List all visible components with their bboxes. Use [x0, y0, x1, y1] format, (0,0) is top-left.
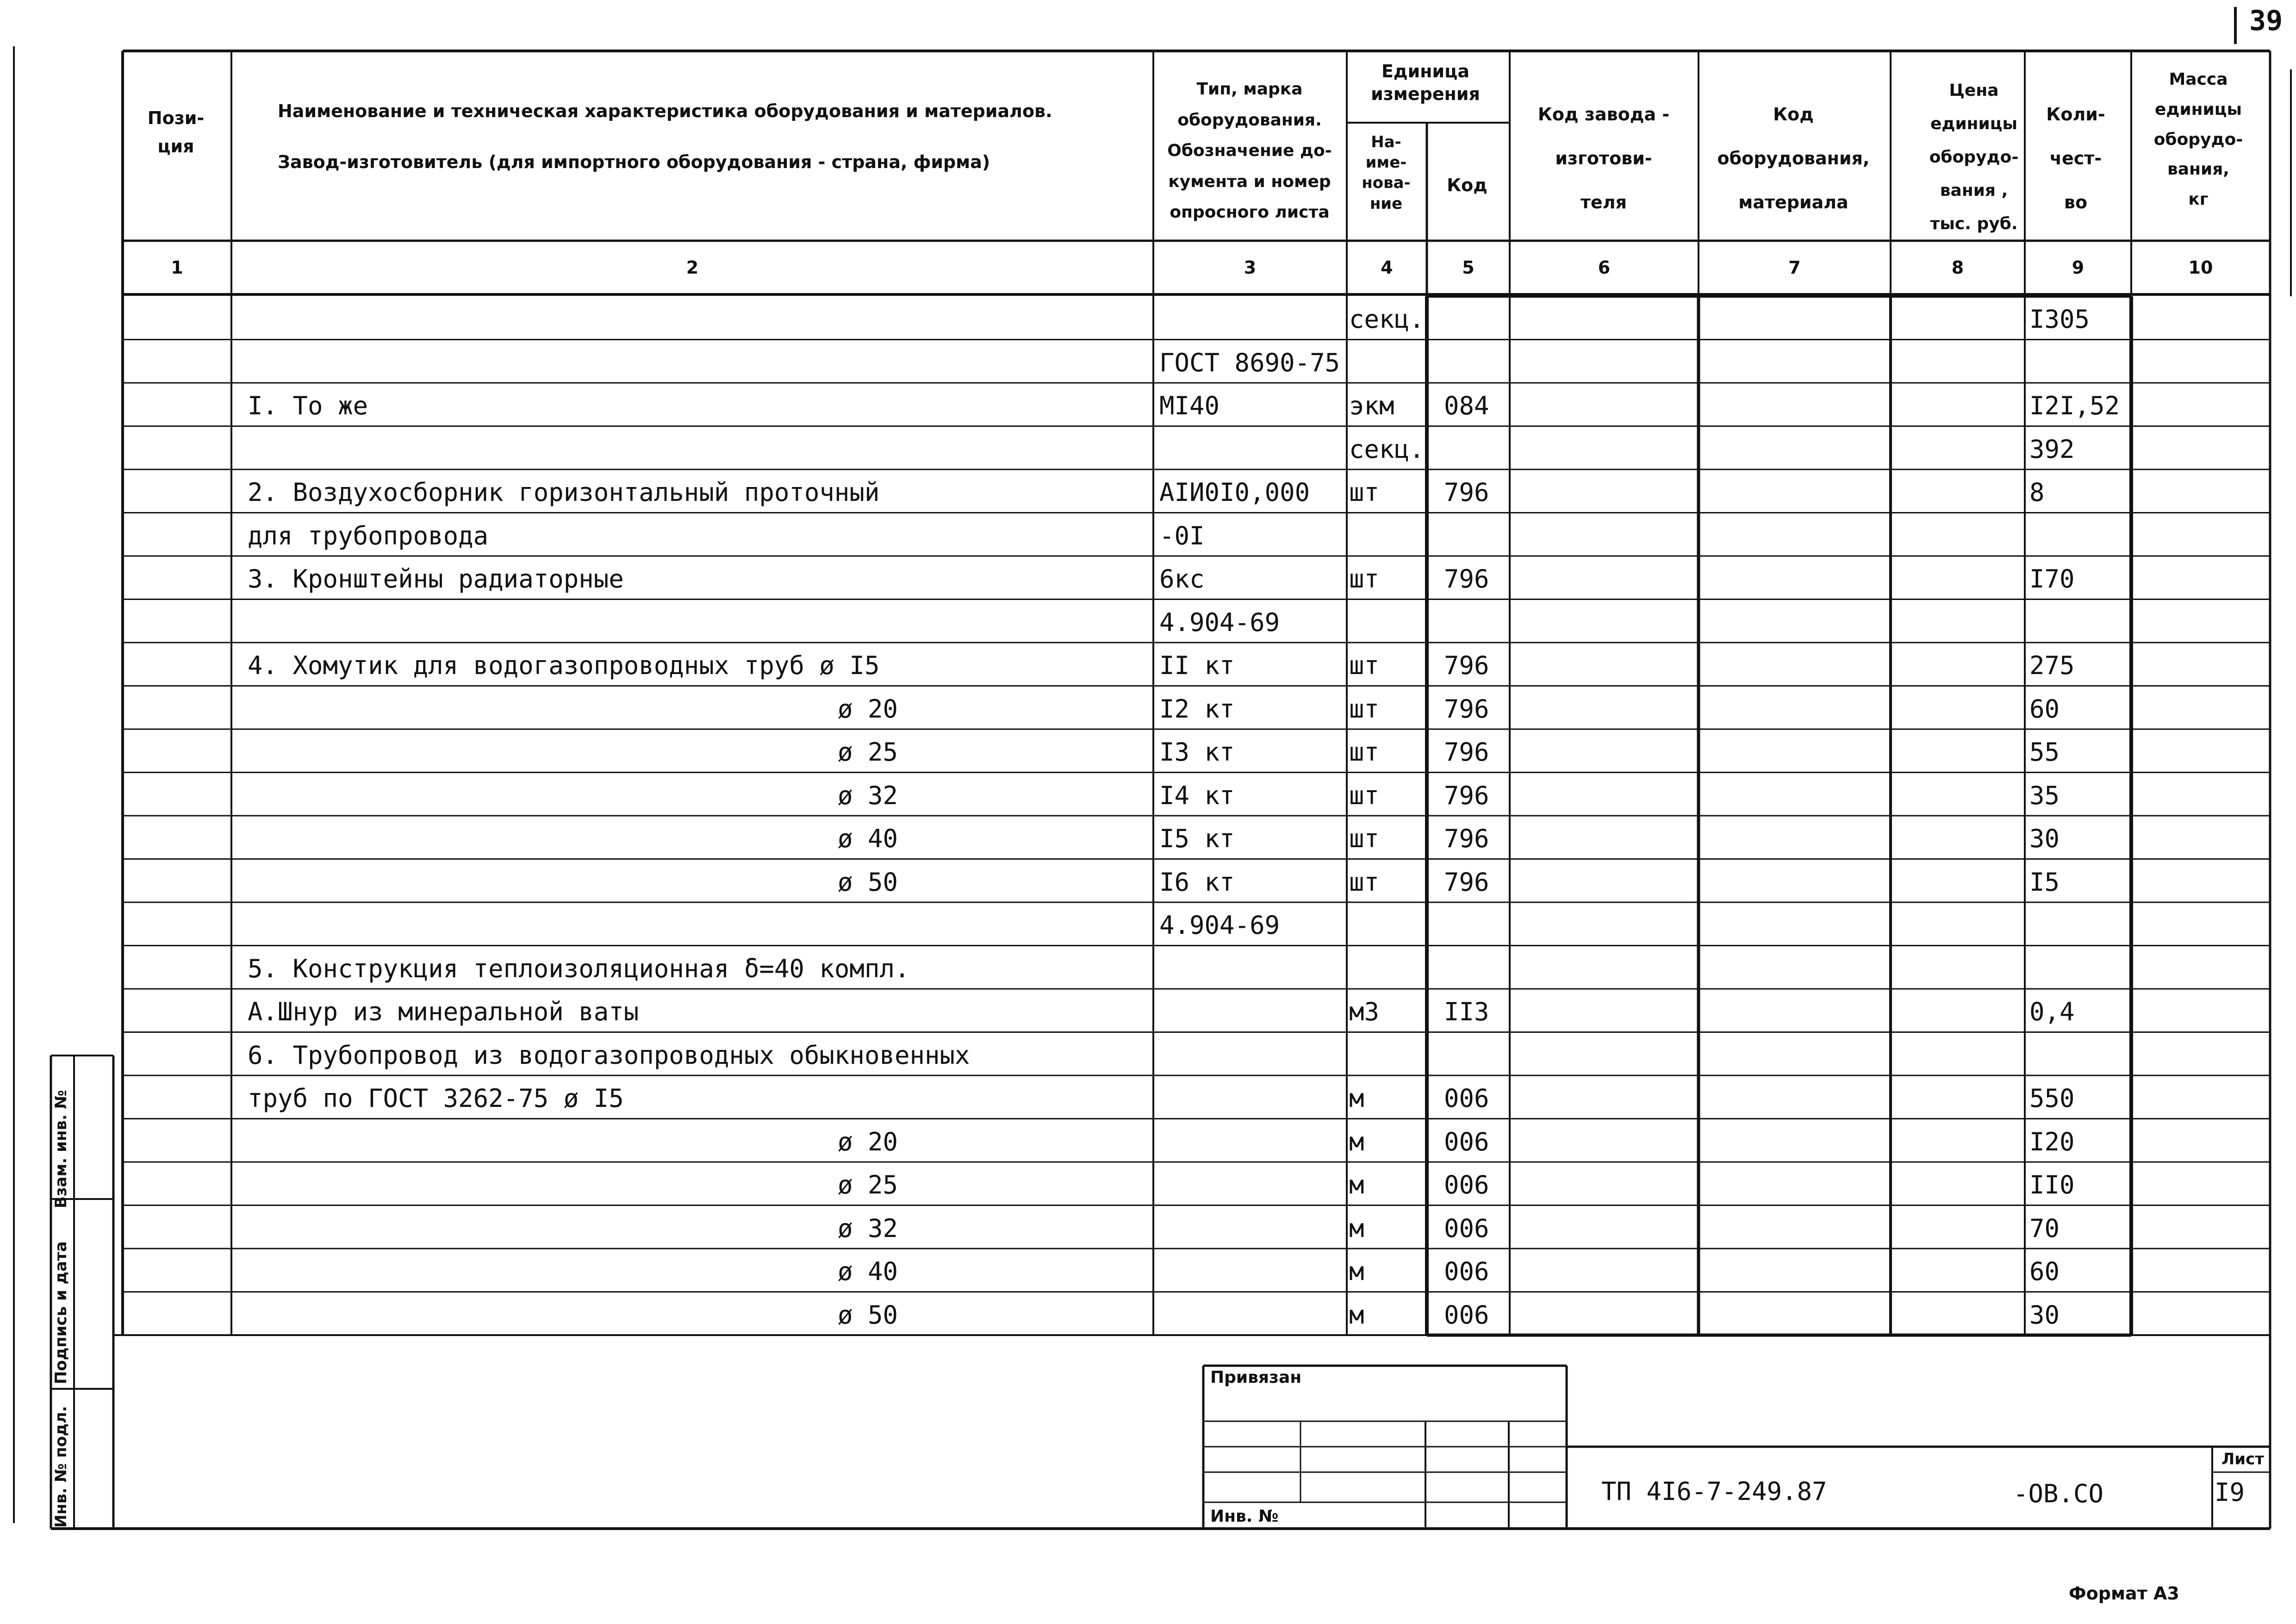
stamp-inv-no: Инв. №	[1210, 1507, 1279, 1526]
column-number: 4	[1381, 257, 1393, 278]
item-code: 796	[1444, 478, 1489, 507]
item-name: 4. Хомутик для водогазопроводных труб ø I5	[248, 651, 880, 680]
item-quantity: 275	[2029, 651, 2075, 680]
item-code: 006	[1444, 1170, 1489, 1199]
item-name: ø 32	[837, 1213, 898, 1243]
column-number: 7	[1788, 257, 1801, 278]
item-unit: шт	[1349, 651, 1380, 680]
side-label-inv-podl: Инв. № подл.	[52, 1405, 70, 1528]
item-type: МI40	[1159, 391, 1220, 420]
item-type: I5 кт	[1159, 824, 1235, 853]
item-type: 4.904-69	[1159, 607, 1280, 637]
header-unit-code: Код	[1447, 175, 1487, 195]
item-name: 3. Кронштейны радиаторные	[248, 564, 624, 593]
item-quantity: 60	[2029, 1257, 2060, 1286]
item-code: 796	[1444, 737, 1489, 767]
item-quantity: 60	[2029, 694, 2060, 724]
item-name: ø 20	[837, 1127, 898, 1156]
header-type: Тип, марка оборудования. Обозначение до- кумента и номер опросного листа	[1167, 80, 1332, 222]
item-unit: м	[1349, 1257, 1364, 1286]
item-code: 796	[1444, 781, 1489, 810]
item-unit: секц.	[1349, 305, 1425, 334]
item-unit: м	[1349, 1213, 1364, 1243]
item-unit: секц.	[1349, 434, 1425, 464]
item-unit: шт	[1349, 824, 1380, 853]
item-unit: м	[1349, 1300, 1364, 1330]
item-quantity: 30	[2029, 824, 2060, 853]
item-name: ø 25	[837, 737, 898, 767]
header-name-line2: Завод-изготовитель (для импортного оборудования - страна, фирма)	[278, 152, 990, 172]
item-type: I3 кт	[1159, 737, 1235, 767]
item-quantity: II0	[2029, 1170, 2075, 1199]
item-unit: шт	[1349, 867, 1380, 897]
item-unit: шт	[1349, 694, 1380, 724]
header-unit-group: Единица измерения	[1371, 61, 1480, 105]
item-unit: шт	[1349, 564, 1380, 593]
item-type: II кт	[1159, 651, 1235, 680]
page-number: 39	[2249, 5, 2283, 37]
item-quantity: 0,4	[2029, 997, 2075, 1026]
side-label-podpis-data: Подпись и дата	[52, 1241, 70, 1384]
column-number: 9	[2072, 257, 2084, 278]
stamp-doc-code: ТП 4I6-7-249.87	[1601, 1477, 1827, 1506]
item-type: ГОСТ 8690-75	[1159, 348, 1340, 377]
stamp-privyazan: Привязан	[1210, 1368, 1302, 1387]
item-type: -0I	[1159, 521, 1205, 550]
item-type: I2 кт	[1159, 694, 1235, 724]
item-type: I6 кт	[1159, 867, 1235, 897]
item-code: 796	[1444, 867, 1489, 897]
item-quantity: I70	[2029, 564, 2075, 593]
item-unit: м	[1349, 1084, 1364, 1113]
item-quantity: 392	[2029, 434, 2075, 464]
column-number: 3	[1244, 257, 1257, 278]
item-quantity: I20	[2029, 1127, 2075, 1156]
item-quantity: 55	[2029, 737, 2060, 767]
item-unit: м	[1349, 1170, 1364, 1199]
footer-format: Формат А3	[2069, 1583, 2179, 1604]
item-name: для трубопровода	[248, 521, 489, 550]
item-name: ø 40	[837, 1257, 898, 1286]
item-unit: м	[1349, 1127, 1364, 1156]
column-number: 6	[1598, 257, 1611, 278]
item-code: 796	[1444, 824, 1489, 853]
header-unit-name: На- име- нова- ние	[1362, 133, 1411, 213]
item-code: II3	[1444, 997, 1489, 1026]
header-position: Пози- ция	[147, 108, 205, 156]
item-quantity: I5	[2029, 867, 2060, 897]
item-name: ø 20	[837, 694, 898, 724]
item-type: I4 кт	[1159, 781, 1235, 810]
item-quantity: I305	[2029, 305, 2090, 334]
item-quantity: 8	[2029, 478, 2045, 507]
item-code: 796	[1444, 651, 1489, 680]
item-name: труб по ГОСТ 3262-75 ø I5	[248, 1084, 624, 1113]
item-name: ø 25	[837, 1170, 898, 1199]
column-number: 5	[1462, 257, 1475, 278]
side-label-vzam-inv: Взам. инв. №	[52, 1090, 70, 1208]
item-name: ø 32	[837, 781, 898, 810]
item-code: 084	[1444, 391, 1489, 420]
item-code: 006	[1444, 1084, 1489, 1113]
item-unit: м3	[1349, 997, 1380, 1026]
column-number: 8	[1951, 257, 1964, 278]
column-number: 10	[2188, 257, 2213, 278]
item-unit: шт	[1349, 737, 1380, 767]
column-number: 2	[686, 257, 699, 278]
item-unit: шт	[1349, 781, 1380, 810]
item-quantity: 30	[2029, 1300, 2060, 1330]
item-type: 6кс	[1159, 564, 1205, 593]
stamp-sheet-number: I9	[2215, 1478, 2245, 1507]
stamp-sheet-label: Лист	[2221, 1450, 2264, 1468]
column-number: 1	[171, 257, 183, 278]
header-price: Цена единицы оборудо- вания , тыс. руб.	[1929, 81, 2019, 233]
header-name-line1: Наименование и техническая характеристика оборудования и материалов.	[278, 101, 1052, 121]
item-name: I. То же	[248, 391, 368, 420]
header-equipment-code: Код оборудования, материала	[1717, 104, 1870, 212]
header-mass: Масса единицы оборудо- вания, кг	[2153, 70, 2243, 209]
stamp-doc-suffix: -ОВ.СО	[2013, 1479, 2104, 1508]
item-name: ø 50	[837, 867, 898, 897]
item-type: АIИ0I0,000	[1159, 478, 1310, 507]
item-name: ø 50	[837, 1300, 898, 1330]
item-quantity: 35	[2029, 781, 2060, 810]
item-code: 006	[1444, 1127, 1489, 1156]
item-code: 006	[1444, 1213, 1489, 1243]
header-quantity: Коли- чест- во	[2046, 104, 2105, 212]
item-name: 2. Воздухосборник горизонтальный проточный	[248, 478, 880, 507]
item-code: 006	[1444, 1300, 1489, 1330]
item-code: 796	[1444, 694, 1489, 724]
item-type: 4.904-69	[1159, 911, 1280, 940]
item-code: 006	[1444, 1257, 1489, 1286]
item-unit: экм	[1349, 391, 1394, 420]
item-unit: шт	[1349, 478, 1380, 507]
item-quantity: 550	[2029, 1084, 2075, 1113]
header-factory-code: Код завода - изготови- теля	[1537, 104, 1670, 212]
item-name: А.Шнур из минеральной ваты	[248, 997, 639, 1026]
item-quantity: I2I,52	[2029, 391, 2120, 420]
item-name: 5. Конструкция теплоизоляционная δ=40 компл.	[248, 954, 910, 983]
item-quantity: 70	[2029, 1213, 2060, 1243]
item-name: ø 40	[837, 824, 898, 853]
item-code: 796	[1444, 564, 1489, 593]
item-name: 6. Трубопровод из водогазопроводных обыкновенных	[248, 1040, 970, 1070]
